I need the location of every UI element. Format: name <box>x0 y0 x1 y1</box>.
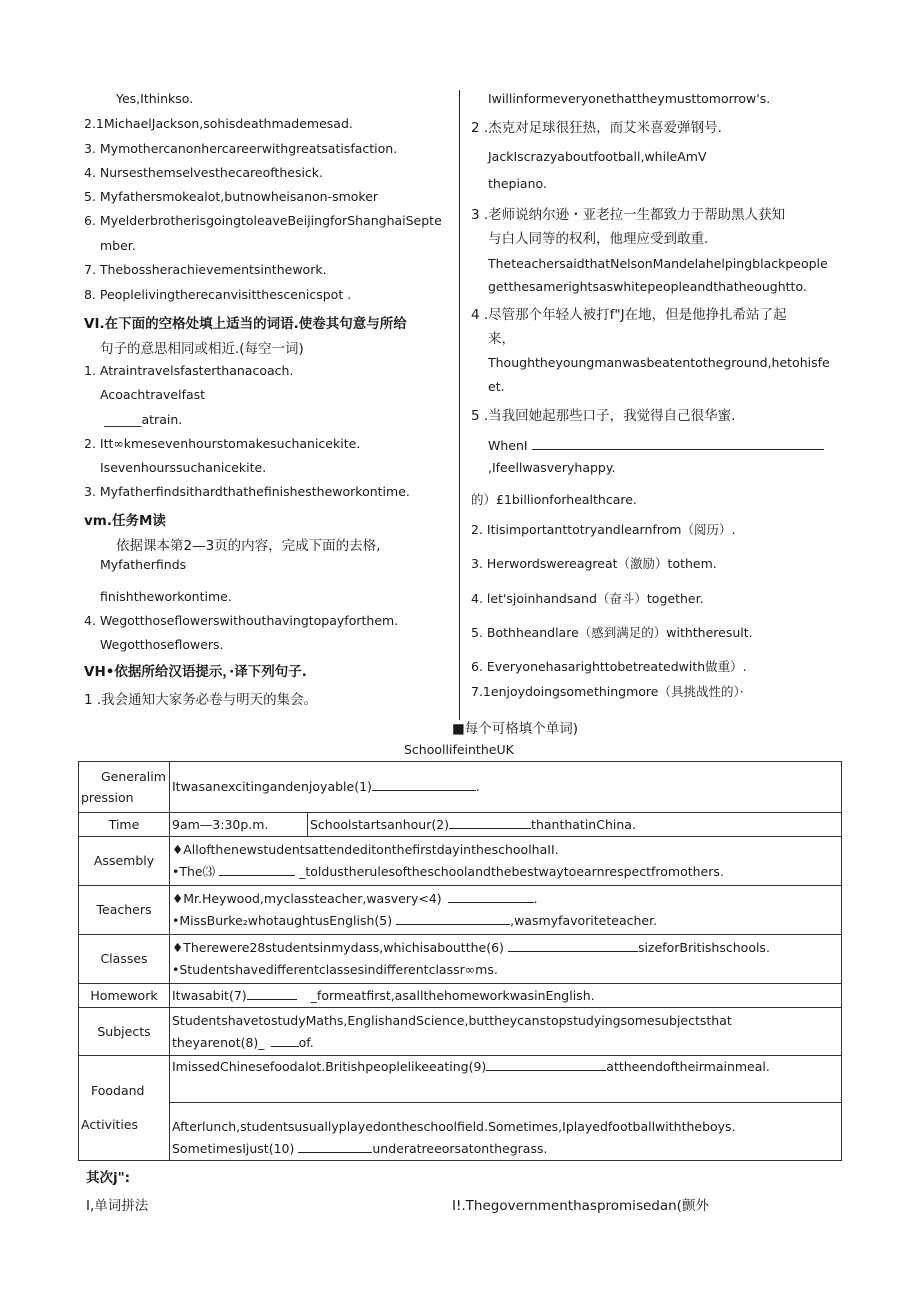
time-text: Schoolstartsanhour(2) <box>310 816 450 832</box>
teachers-line-2b: ,wasmyfavoriteteacher. <box>510 913 658 928</box>
table-row <box>79 813 842 837</box>
intro-line: Yes,Ithinkso. <box>116 91 194 106</box>
subjects-line-2a: theyarenot(8)_ <box>172 1034 265 1050</box>
sec-vi-item-2: 2. Itt∞kmesevenhourstomakesuchanicekite. <box>84 436 361 451</box>
right-item-5: 5 .当我回她起那些口子，我觉得自己很华蜜. <box>471 408 736 424</box>
second-part-heading: 其次j": <box>86 1170 131 1186</box>
government-item: I!.Thegovernmenthaspromisedan(颤外 <box>452 1198 709 1214</box>
assembly-line-2a: •The⑶ <box>172 864 216 879</box>
blank-4[interactable] <box>448 890 534 903</box>
sec-viii-item-1: 1 .我会通知大家务必卷与明天的集会。 <box>84 692 318 708</box>
spelling-heading: I,单词拼法 <box>86 1198 149 1214</box>
subjects-line-1: StudentshavetostudyMaths,EnglishandScience,buttheycanstopstudyingsomesubjectsthat <box>172 1012 732 1028</box>
right-item-5-en-cont: ,Ifeellwasveryhappy. <box>488 460 616 475</box>
row-label-food <box>79 1056 170 1161</box>
subjects-line-2 <box>172 1032 839 1054</box>
table-title: SchoollifeintheUK <box>404 742 514 757</box>
right-item-2-en: JackIscrazyaboutfootball,whileAmV <box>488 149 707 164</box>
right-lower-1: 的）£1billionforhealthcare. <box>471 492 637 507</box>
answer-blank[interactable] <box>532 437 824 450</box>
table-row <box>79 1056 842 1103</box>
blank-10[interactable] <box>298 1140 372 1153</box>
section-vi-heading: VI.在下面的空格处填上适当的词语.使卷其句意与所给 <box>84 316 407 332</box>
right-lower-6: 6. Everyonehasarighttobetreatedwith做重）. <box>471 659 747 674</box>
section-vi-heading-cont: 句子的意思相同或相近.(每空一词) <box>100 341 304 357</box>
table-row <box>79 837 842 886</box>
sec-vi-item-1-line2: Acoachtravelfast <box>100 387 206 402</box>
activities-line-1: Afterlunch,studentsusuallyplayedontheschoolfield.Sometimes,Iplayedfootballwiththeboys. <box>172 1119 736 1134</box>
row-label-assembly: Assembly <box>79 837 170 886</box>
sec-vi-item-4: 4. Wegotthoseflowerswithouthavingtopayforthem. <box>84 613 399 628</box>
food-label-2: Activities <box>81 1117 139 1132</box>
blank-7[interactable] <box>247 987 297 1000</box>
right-item-2: 2 .杰克对足球很狂热，而艾米喜爱弹钢号. <box>471 120 722 136</box>
section-viii-heading: VH•依据所给汉语提示，·译下列句子. <box>84 664 307 680</box>
right-item-4-en: Thoughtheyoungmanwasbeatentotheground,hetohisfe <box>488 355 830 370</box>
right-lower-7: 7.1enjoydoingsomethingmore（具挑战性的）· <box>471 684 744 699</box>
right-item-4-cont: 来， <box>488 331 515 347</box>
classes-line-1a: ♦Therewere28studentsinmydass,whichisaboutthe(6) <box>172 940 504 955</box>
right-lower-5: 5. Bothheandlare（感到满足的）withtheresult. <box>471 625 753 640</box>
table-row <box>79 886 842 935</box>
homework-cell <box>170 984 842 1008</box>
right-lower-3: 3. Herwordswereagreat（激励）tothem. <box>471 556 717 571</box>
right-item-3-en: TheteachersaidthatNelsonMandelahelpingblackpeople <box>488 256 828 271</box>
sec-v-item-2: 2.1MichaelJackson,sohisdeathmademesad. <box>84 116 353 131</box>
subjects-line-2b: of. <box>298 1034 314 1050</box>
time-text-end: thanthatinChina. <box>531 816 636 832</box>
general-label-2: pression <box>81 790 134 805</box>
right-lower-4: 4. let'sjoinhandsand（奋斗）together. <box>471 591 704 606</box>
sec-v-item-7: 7. Thebossherachievementsinthework. <box>84 262 327 277</box>
blank-5[interactable] <box>396 912 510 925</box>
sec-vi-item-1-line3: ______atrain. <box>104 412 183 427</box>
general-text: Itwasanexcitingandenjoyable(1) <box>172 779 372 794</box>
activities-line-2 <box>172 1138 839 1160</box>
right-line-1: Iwillinformeveryonethattheymusttomorrow's. <box>488 91 771 106</box>
right-item-3-en-cont: getthesamerightsaswhitepeopleandthatheoughtto. <box>488 279 807 294</box>
table-caption: ■每个可格填个单词) <box>452 721 579 737</box>
row-label-subjects: Subjects <box>79 1008 170 1056</box>
teachers-line-2 <box>172 910 839 932</box>
row-label-homework: Homework <box>79 984 170 1008</box>
blank-9[interactable] <box>486 1058 606 1071</box>
time-cell <box>308 813 842 837</box>
classes-line-2: •Studentshavedifferentclassesindifferentclassr∞ms. <box>172 962 498 977</box>
teachers-line-1-text: ♦Mr.Heywood,myclassteacher,wasvery<4) <box>172 891 442 906</box>
food-cell <box>170 1056 842 1103</box>
activities-line-2b: underatreeorsatonthegrass. <box>372 1141 548 1156</box>
sec-v-item-4: 4. Nursesthemselvesthecareofthesick. <box>84 165 324 180</box>
classes-line-1b: sizeforBritishschools. <box>637 940 770 955</box>
row-label-general <box>79 762 170 813</box>
food-line-1b: attheendoftheirmainmeal. <box>606 1059 770 1074</box>
section-vii-heading: vm.任务M读 <box>84 513 166 529</box>
classes-cell <box>170 935 842 984</box>
sec-v-item-5: 5. Myfathersmokealot,butnowheisanon-smoker <box>84 189 379 204</box>
general-label-1: Generalim <box>101 769 166 784</box>
sec-vi-item-4-line2: Wegotthoseflowers. <box>100 637 224 652</box>
table-row <box>79 935 842 984</box>
sec-vi-item-3-line3: finishtheworkontime. <box>100 589 232 604</box>
table-row <box>79 1103 842 1161</box>
activities-cell <box>170 1103 842 1161</box>
homework-b: _formeatfirst,asallthehomeworkwasinEnglish. <box>310 987 595 1003</box>
table-row <box>79 984 842 1008</box>
blank-8[interactable] <box>271 1034 299 1047</box>
time-value: 9am—3:30p.m. <box>170 813 308 837</box>
food-label-1: Foodand <box>91 1083 145 1098</box>
teachers-line-2a: •MissBurke₂whotaughtusEnglish(5) <box>172 913 393 928</box>
right-item-3-cont: 与白人同等的权利，他理应受到敢重. <box>488 231 709 247</box>
assembly-line-2b: _toldustherulesoftheschoolandthebestwaytoearnrespectfromothers. <box>299 864 724 879</box>
blank-6[interactable] <box>508 939 638 952</box>
sec-vi-item-1: 1. Atraintravelsfasterthanacoach. <box>84 363 294 378</box>
right-item-5-en-text: WhenI <box>488 438 528 453</box>
table-row <box>79 1008 842 1056</box>
sec-v-item-6-cont: mber. <box>100 238 136 253</box>
section-vii-instruction: 依据课本第2—3页的内容，完成下面的去格, <box>116 538 381 554</box>
right-item-4-en-cont: et. <box>488 379 505 394</box>
blank-3[interactable] <box>219 863 295 876</box>
right-lower-2: 2. Itisimportanttotryandlearnfrom（阅历）. <box>471 522 736 537</box>
right-item-5-en <box>488 437 824 454</box>
row-label-teachers: Teachers <box>79 886 170 935</box>
sec-v-item-8: 8. Peoplelivingtherecanvisitthescenicspot . <box>84 287 352 302</box>
sec-vi-item-3-line2: Myfatherfinds <box>100 557 187 572</box>
sec-v-item-6: 6. MyelderbrotherisgoingtoleaveBeijingforShanghaiSepte <box>84 213 442 228</box>
blank-2[interactable] <box>449 816 531 829</box>
assembly-line-2 <box>172 861 839 883</box>
assembly-line-1: ♦AllofthenewstudentsattendeditonthefirstdayintheschoolhaII. <box>172 842 559 857</box>
sec-v-item-3: 3. Mymothercanonhercareerwithgreatsatisfaction. <box>84 141 398 156</box>
table-row <box>79 762 842 813</box>
subjects-cell <box>170 1008 842 1056</box>
activities-line-2a: SometimesIjust(10) <box>172 1141 295 1156</box>
teachers-line-1: ♦Mr.Heywood,myclassteacher,wasvery<4) . <box>172 891 538 906</box>
homework-a: Itwasabit(7) <box>172 987 247 1003</box>
blank-1[interactable] <box>372 778 476 791</box>
classes-line-1 <box>172 937 839 959</box>
column-divider <box>459 90 460 720</box>
right-item-4: 4 .尽管那个年轻人被打f"J在地，但是他挣扎希站了起 <box>471 307 787 323</box>
sec-vi-item-3: 3. Myfatherfindsithardthathefinishestheworkontime. <box>84 484 410 499</box>
teachers-cell <box>170 886 842 935</box>
sec-vi-item-2-line2: Isevenhourssuchanicekite. <box>100 460 267 475</box>
row-label-time: Time <box>79 813 170 837</box>
right-item-3: 3 .老师说纳尔逊・亚老拉一生都致力于帮助黑人获知 <box>471 207 786 223</box>
general-cell: Itwasanexcitingandenjoyable(1) . <box>170 762 842 813</box>
food-line-1a: ImissedChinesefoodalot.Britishpeoplelikeeating(9) <box>172 1059 487 1074</box>
assembly-cell <box>170 837 842 886</box>
row-label-classes: Classes <box>79 935 170 984</box>
right-item-2-en-cont: thepiano. <box>488 176 547 191</box>
school-life-table <box>78 761 842 1161</box>
